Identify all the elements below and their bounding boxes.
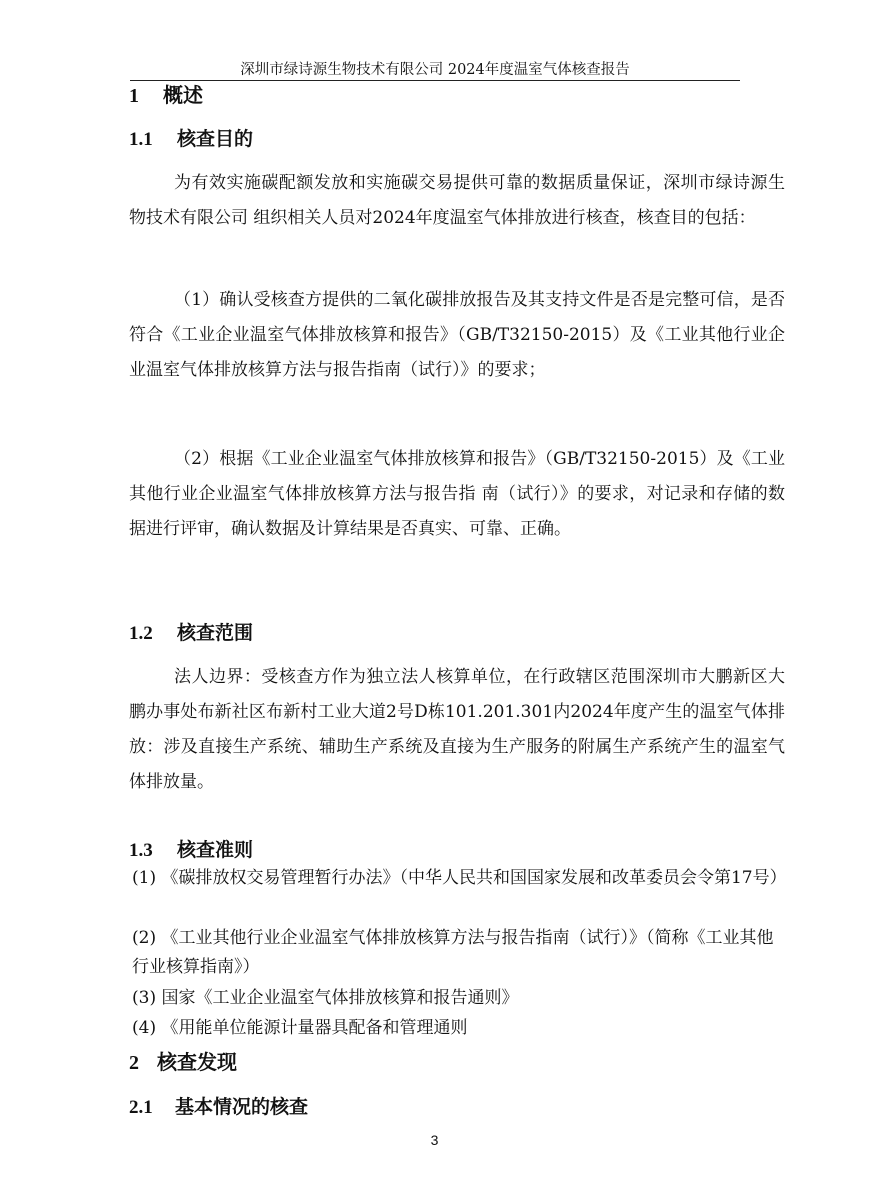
paragraph-scope: 法人边界：受核查方作为独立法人核算单位，在行政辖区范围深圳市大鹏新区大鹏办事处布新社区布新村工业大道2号D栋101.201.301内2024年度产生的温室气体排放：涉及直接生产系统、辅助生产系统及直接为生产服务的附属生产系统产生的温室气体排放量。 [129, 667, 785, 792]
criteria-item: (1) 《碳排放权交易管理暂行办法》（中华人民共和国国家发展和改革委员会令第17号） [132, 868, 787, 888]
criteria-item: (2) 《工业其他行业企业温室气体排放核算方法与报告指南（试行）》（简称《工业其他行业核算指南》） [132, 928, 774, 977]
heading-number: 1.1 [129, 129, 153, 150]
heading-2-1 [129, 1094, 308, 1121]
heading-2 [129, 1049, 237, 1076]
heading-1-2 [129, 620, 253, 647]
heading-title: 核查准则 [177, 839, 254, 861]
heading-number: 1.2 [129, 623, 153, 644]
heading-number: 1 [129, 85, 139, 107]
criteria-item: (3) 国家《工业企业温室气体排放核算和报告通则》 [132, 988, 519, 1008]
running-header: 深圳市绿诗源生物技术有限公司 2024年度温室气体核查报告 [240, 62, 630, 78]
paragraph-purpose-1: （1）确认受核查方提供的二氧化碳排放报告及其支持文件是否是完整可信，是否符合《工业企业温室气体排放核算和报告》（GB/T32150-2015）及《工业其他行业企业温室气体排放核算方法与报告指南（试行）》的要求； [129, 290, 785, 380]
heading-number: 1.3 [129, 840, 153, 861]
criteria-item: (4) 《用能单位能源计量器具配备和管理通则 [132, 1018, 468, 1038]
page-number: 3 [430, 1132, 439, 1148]
heading-1-1 [129, 126, 253, 153]
heading-title: 基本情况的核查 [175, 1096, 309, 1118]
heading-number: 2 [129, 1052, 139, 1074]
heading-title: 核查范围 [177, 622, 254, 644]
heading-number: 2.1 [129, 1097, 153, 1118]
heading-title: 核查目的 [177, 128, 254, 150]
header-rule [130, 80, 740, 81]
heading-title: 概述 [163, 83, 203, 107]
heading-1-3 [129, 837, 253, 864]
heading-1 [129, 82, 203, 109]
paragraph-purpose-intro: 为有效实施碳配额发放和实施碳交易提供可靠的数据质量保证，深圳市绿诗源生物技术有限公司 组织相关人员对2024年度温室气体排放进行核查，核查目的包括： [129, 173, 785, 228]
paragraph-purpose-2: （2）根据《工业企业温室气体排放核算和报告》（GB/T32150-2015）及《工业其他行业企业温室气体排放核算方法与报告指 南（试行）》的要求，对记录和存储的数据进行评审，确认数据及计算结果是否真实、可靠、正确。 [129, 449, 785, 539]
heading-title: 核查发现 [157, 1050, 237, 1074]
